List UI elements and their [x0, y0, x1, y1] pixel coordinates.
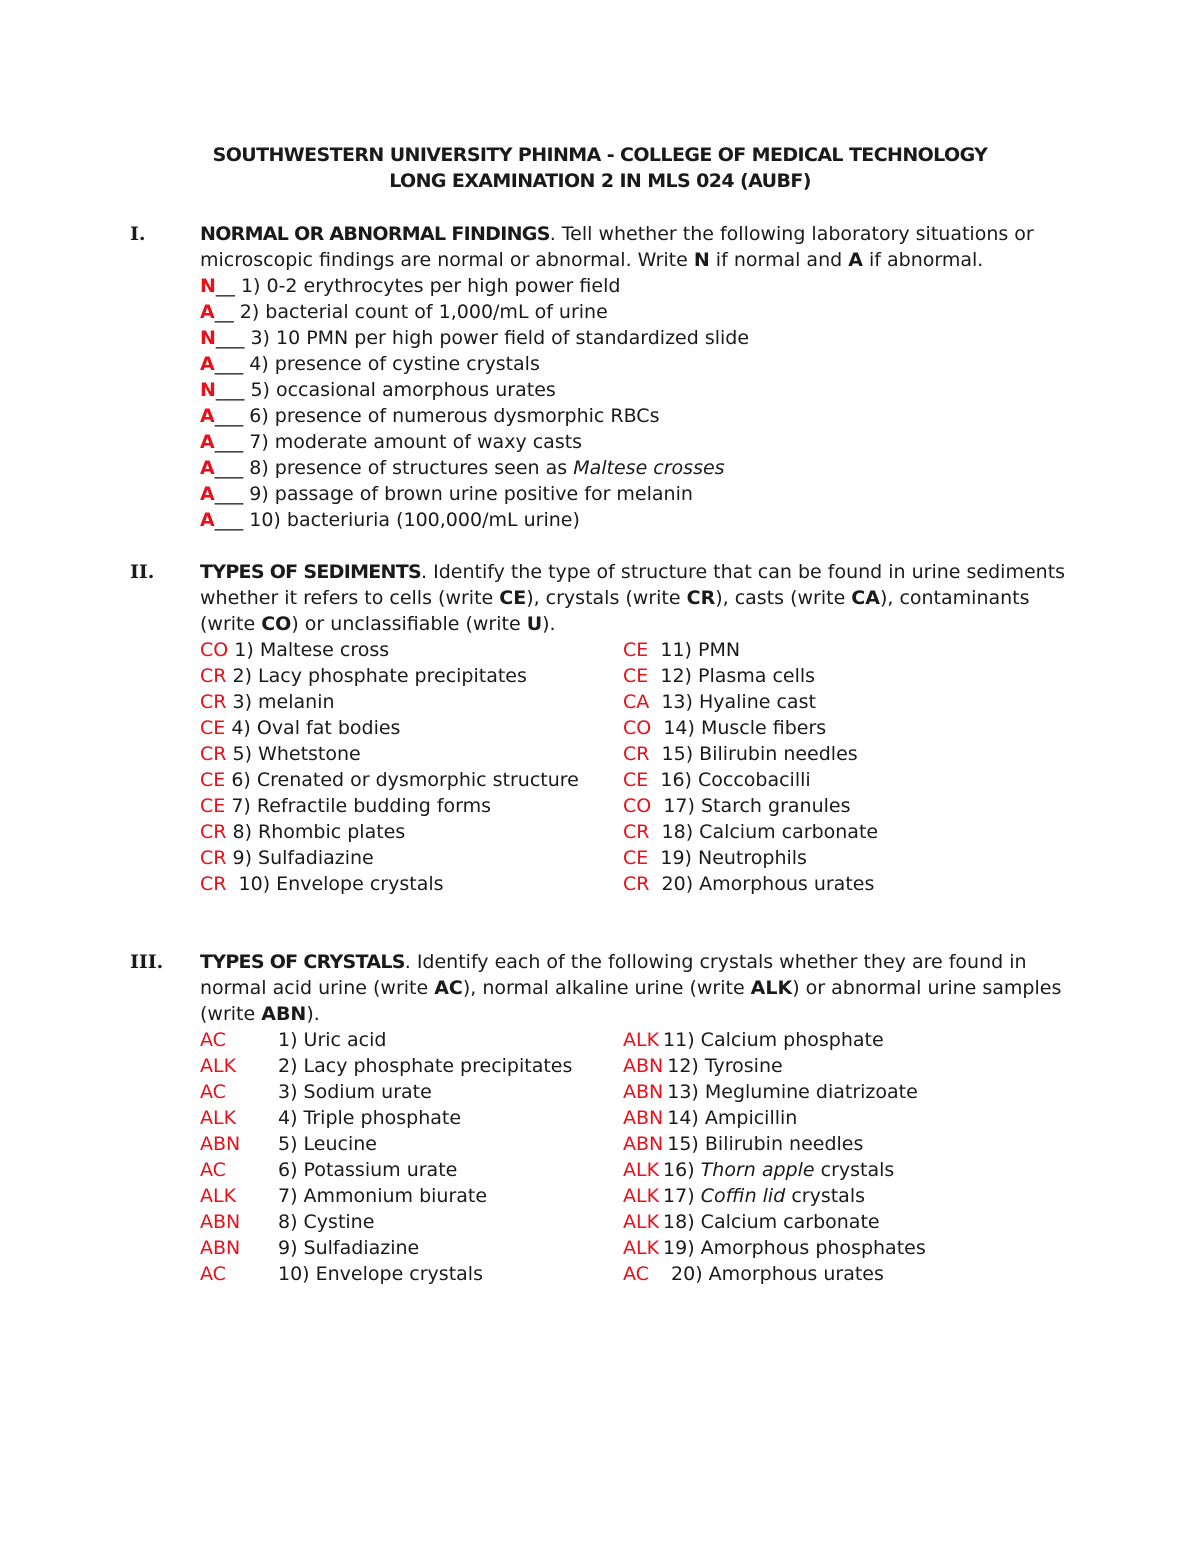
item-italic: Thorn apple	[700, 1159, 815, 1181]
crystal-list-right	[623, 1027, 926, 1287]
answer: ALK	[623, 1029, 660, 1051]
sediment-item	[623, 741, 878, 767]
answer: A	[200, 509, 215, 531]
answer: AC	[200, 1263, 226, 1285]
item-text: 3) melanin	[226, 691, 335, 713]
answer: ALK	[200, 1185, 237, 1207]
answer: ABN	[623, 1081, 664, 1103]
sediment-list-left	[200, 637, 579, 897]
crystal-list-left	[200, 1027, 572, 1287]
item-text: 10) Envelope crystals	[278, 1263, 483, 1285]
answer: CR	[200, 743, 227, 765]
answer: CR	[200, 691, 227, 713]
answer: ABN	[200, 1237, 241, 1259]
item-text: 11) PMN	[648, 639, 741, 661]
item-text: 4) presence of cystine crystals	[243, 353, 540, 375]
section-numeral: I.	[130, 223, 146, 245]
item-text: 9) Sulfadiazine	[278, 1237, 420, 1259]
crystal-item	[200, 1157, 572, 1183]
answer: ABN	[623, 1055, 664, 1077]
sediment-item	[623, 767, 878, 793]
sediment-item	[200, 637, 579, 663]
section-instructions: NORMAL OR ABNORMAL FINDINGS. Tell whether the following laboratory situations or microscopic findings are normal or abnormal. Write N if normal and A if abnormal.	[200, 223, 1034, 271]
item-text: 19) Amorphous phosphates	[663, 1237, 926, 1259]
answer: CR	[200, 873, 227, 895]
item-text: 8) Rhombic plates	[226, 821, 406, 843]
answer: A	[200, 457, 215, 479]
sediment-item	[623, 689, 878, 715]
sediment-item	[623, 819, 878, 845]
answer: CR	[623, 821, 650, 843]
answer: CO	[623, 717, 652, 739]
crystal-item	[200, 1131, 572, 1157]
answer: CR	[623, 873, 650, 895]
sediment-list-right	[623, 637, 878, 897]
answer: N	[200, 327, 216, 349]
item-text: 18) Calcium carbonate	[663, 1211, 880, 1233]
item-text: 7) Refractile budding forms	[225, 795, 492, 817]
item-italic: Coffin lid	[700, 1185, 786, 1207]
item-text: 2) Lacy phosphate precipitates	[226, 665, 527, 687]
item-text: 20) Amorphous urates	[649, 873, 875, 895]
item-text: 2) Lacy phosphate precipitates	[278, 1055, 573, 1077]
answer-blank: ___	[214, 405, 244, 427]
sediment-item	[200, 793, 579, 819]
finding-item	[200, 325, 1080, 351]
item-text: 10) Envelope crystals	[226, 873, 444, 895]
answer-blank: ___	[215, 379, 245, 401]
answer: A	[200, 431, 215, 453]
section-numeral: III.	[130, 951, 164, 973]
answer: CE	[623, 847, 649, 869]
crystal-item	[623, 1131, 926, 1157]
crystal-columns	[200, 1027, 1080, 1287]
answer: ALK	[623, 1211, 660, 1233]
findings-list	[200, 273, 1080, 533]
item-text: 11) Calcium phosphate	[663, 1029, 884, 1051]
section-title: NORMAL OR ABNORMAL FINDINGS	[200, 223, 550, 245]
answer: CR	[200, 665, 227, 687]
crystal-item	[623, 1079, 926, 1105]
answer-blank: ___	[214, 431, 244, 453]
answer: N	[200, 275, 216, 297]
crystal-item	[623, 1235, 926, 1261]
crystal-item	[623, 1027, 926, 1053]
item-text: 20) Amorphous urates	[652, 1263, 884, 1285]
item-text: 1) Uric acid	[278, 1029, 387, 1051]
item-text: 17)	[663, 1185, 701, 1207]
item-text: 16) Coccobacilli	[648, 769, 811, 791]
sediment-item	[623, 715, 878, 741]
answer: CE	[623, 665, 649, 687]
item-text: 14) Ampicillin	[667, 1107, 798, 1129]
answer: AC	[200, 1159, 226, 1181]
item-text: 15) Bilirubin needles	[649, 743, 858, 765]
crystal-item	[200, 1027, 572, 1053]
exam-header	[0, 142, 1200, 194]
item-text: 12) Tyrosine	[667, 1055, 783, 1077]
finding-item	[200, 351, 1080, 377]
answer: A	[200, 353, 215, 375]
answer: ABN	[200, 1133, 241, 1155]
sediment-item	[623, 663, 878, 689]
sediment-item	[200, 663, 579, 689]
answer-blank: ___	[214, 353, 244, 375]
section-title: TYPES OF SEDIMENTS	[200, 561, 422, 583]
answer: N	[200, 379, 216, 401]
item-text: 5) Leucine	[278, 1133, 377, 1155]
item-text: 7) Ammonium biurate	[278, 1185, 488, 1207]
section-instructions: TYPES OF SEDIMENTS. Identify the type of structure that can be found in urine sediments whether it refers to cells (write CE), crystals (write CR), casts (write CA), contaminants (write CO) or unclassifiable (write U).	[200, 561, 1066, 635]
finding-item	[200, 403, 1080, 429]
answer-blank: ___	[214, 457, 244, 479]
crystal-item	[623, 1053, 926, 1079]
answer-blank: __	[214, 301, 234, 323]
answer: A	[200, 405, 215, 427]
finding-item	[200, 481, 1080, 507]
answer-blank: __	[215, 275, 235, 297]
section-instructions: TYPES OF CRYSTALS. Identify each of the following crystals whether they are found in normal acid urine (write AC), normal alkaline urine (write ALK) or abnormal urine samples (write ABN).	[200, 951, 1062, 1025]
crystal-item	[623, 1157, 926, 1183]
finding-item	[200, 507, 1080, 533]
answer: ABN	[623, 1133, 664, 1155]
section-title: TYPES OF CRYSTALS	[200, 951, 405, 973]
crystal-item	[200, 1105, 572, 1131]
sediment-item	[200, 689, 579, 715]
section-numeral: II.	[130, 561, 155, 583]
item-text: 6) Crenated or dysmorphic structure	[225, 769, 579, 791]
sediment-item	[200, 819, 579, 845]
sediment-columns	[200, 637, 1080, 897]
answer: AC	[200, 1081, 226, 1103]
item-text: 10) bacteriuria (100,000/mL urine)	[243, 509, 580, 531]
answer: CR	[623, 743, 650, 765]
item-text-post: crystals	[814, 1159, 895, 1181]
crystal-item	[200, 1183, 572, 1209]
item-text: 4) Triple phosphate	[278, 1107, 462, 1129]
crystal-item	[200, 1079, 572, 1105]
sediment-item	[200, 767, 579, 793]
sediment-item	[200, 845, 579, 871]
header-exam-title: LONG EXAMINATION 2 IN MLS 024 (AUBF)	[389, 170, 811, 192]
header-institution: SOUTHWESTERN UNIVERSITY PHINMA - COLLEGE OF MEDICAL TECHNOLOGY	[212, 144, 988, 166]
sediment-item	[200, 741, 579, 767]
crystal-item	[623, 1209, 926, 1235]
item-text-post: crystals	[785, 1185, 865, 1207]
answer: ALK	[200, 1055, 237, 1077]
crystal-item	[200, 1235, 572, 1261]
finding-item	[200, 377, 1080, 403]
item-text: 4) Oval fat bodies	[225, 717, 401, 739]
sediment-item	[623, 793, 878, 819]
sediment-item	[200, 715, 579, 741]
item-text: 9) passage of brown urine positive for melanin	[243, 483, 693, 505]
item-text: 1) 0-2 erythrocytes per high power field	[234, 275, 621, 297]
crystal-item	[623, 1105, 926, 1131]
answer: AC	[623, 1263, 649, 1285]
item-text: 17) Starch granules	[651, 795, 851, 817]
crystal-item	[200, 1261, 572, 1287]
answer: CO	[623, 795, 652, 817]
item-text: 15) Bilirubin needles	[667, 1133, 864, 1155]
item-text: 1) Maltese cross	[228, 639, 390, 661]
answer: CR	[200, 821, 227, 843]
item-text: 2) bacterial count of 1,000/mL of urine	[233, 301, 608, 323]
finding-item	[200, 455, 1080, 481]
answer: CE	[623, 769, 649, 791]
answer: A	[200, 301, 215, 323]
item-text: 9) Sulfadiazine	[226, 847, 374, 869]
sediment-item	[623, 637, 878, 663]
answer: ALK	[623, 1159, 660, 1181]
answer: ABN	[623, 1107, 664, 1129]
crystal-item	[200, 1209, 572, 1235]
crystal-item	[623, 1183, 926, 1209]
answer: CO	[200, 639, 229, 661]
answer-blank: ___	[215, 327, 245, 349]
item-text: 7) moderate amount of waxy casts	[243, 431, 583, 453]
answer-blank: ___	[214, 509, 244, 531]
answer: ALK	[623, 1185, 660, 1207]
crystal-item	[623, 1261, 926, 1287]
item-text: 13) Hyaline cast	[649, 691, 816, 713]
crystal-item	[200, 1053, 572, 1079]
item-text: 5) occasional amorphous urates	[244, 379, 556, 401]
answer: CE	[200, 795, 226, 817]
finding-item	[200, 299, 1080, 325]
item-text: 19) Neutrophils	[648, 847, 807, 869]
answer-blank: ___	[214, 483, 244, 505]
answer: CR	[200, 847, 227, 869]
item-text: 8) presence of structures seen as	[243, 457, 574, 479]
item-text: 6) presence of numerous dysmorphic RBCs	[243, 405, 660, 427]
sediment-item	[623, 871, 878, 897]
item-text: 12) Plasma cells	[648, 665, 816, 687]
item-text: 3) Sodium urate	[278, 1081, 432, 1103]
item-text: 13) Meglumine diatrizoate	[667, 1081, 918, 1103]
item-text: 14) Muscle fibers	[651, 717, 827, 739]
finding-item	[200, 273, 1080, 299]
answer: CA	[623, 691, 650, 713]
answer: CE	[623, 639, 649, 661]
answer: ALK	[200, 1107, 237, 1129]
item-text: 8) Cystine	[278, 1211, 375, 1233]
sediment-item	[623, 845, 878, 871]
item-text: 5) Whetstone	[226, 743, 361, 765]
answer: CE	[200, 769, 226, 791]
item-text: 16)	[663, 1159, 701, 1181]
item-text: 18) Calcium carbonate	[649, 821, 879, 843]
answer: AC	[200, 1029, 226, 1051]
sediment-item	[200, 871, 579, 897]
item-italic: Maltese crosses	[573, 457, 725, 479]
answer: ABN	[200, 1211, 241, 1233]
answer: ALK	[623, 1237, 660, 1259]
item-text: 6) Potassium urate	[278, 1159, 458, 1181]
item-text: 3) 10 PMN per high power field of standardized slide	[244, 327, 750, 349]
finding-item	[200, 429, 1080, 455]
answer: CE	[200, 717, 226, 739]
answer: A	[200, 483, 215, 505]
